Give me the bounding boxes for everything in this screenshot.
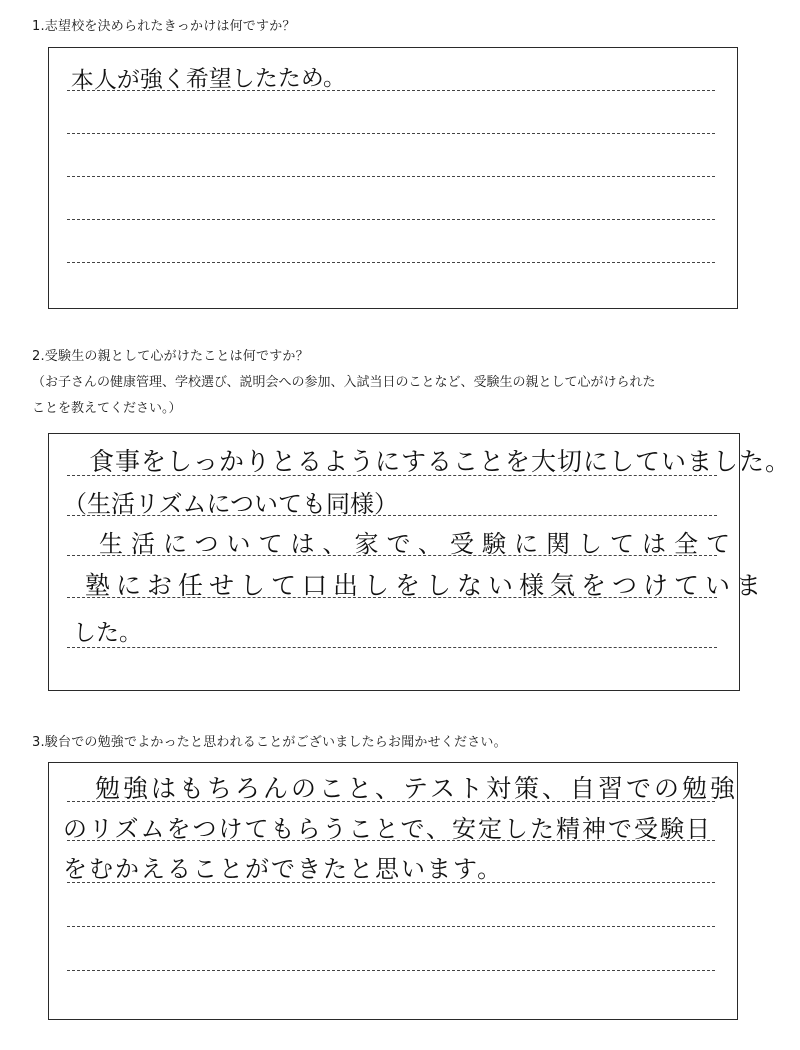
answer-2-line-3: 生活については、家で、受験に関しては全て [99, 530, 739, 558]
question-2-note-line-2: ことを教えてください。） [32, 401, 182, 416]
dashed-rule [67, 840, 715, 841]
dashed-rule [67, 176, 715, 177]
dashed-rule [67, 647, 717, 648]
dashed-rule [67, 970, 715, 971]
answer-3-line-1: 勉強はもちろんのこと、テスト対策、自習での勉強 [95, 774, 739, 803]
answer-box-3 [48, 762, 738, 1020]
answer-1-line-1: 本人が強く希望したため。 [70, 65, 347, 95]
dashed-rule [67, 515, 717, 516]
dashed-rule [67, 555, 717, 556]
answer-2-line-5: した。 [73, 620, 142, 646]
dashed-rule [67, 262, 715, 263]
dashed-rule [67, 90, 715, 91]
question-2-label: 2.受験生の親として心がけたことは何ですか？ [32, 349, 309, 364]
dashed-rule [67, 882, 715, 883]
answer-box-1 [48, 47, 738, 309]
question-1-label: 1.志望校を決められたきっかけは何ですか？ [32, 19, 296, 34]
answer-2-line-4: 塾にお任せして口出しをしない様気をつけていま [85, 571, 768, 600]
dashed-rule [67, 597, 717, 598]
answer-box-2 [48, 433, 792, 691]
question-2-note-line-1: （お子さんの健康管理、学校選び、説明会への参加、入試当日のことなど、受験生の親として心がけられた [32, 375, 656, 390]
answer-3-line-3: をむかえることができたと思います。 [63, 855, 504, 883]
dashed-rule [67, 475, 717, 476]
answer-2-line-2: （生活リズムについても同様） [63, 490, 399, 518]
answer-3-line-2: のリズムをつけてもらうことで、安定した精神で受験日 [63, 815, 713, 843]
question-3-label: 3.駿台での勉強でよかったと思われることがございましたらお聞かせください。 [32, 735, 507, 750]
answer-2-line-1: 食事をしっかりとるようにすることを大切にしていました。 [89, 447, 792, 476]
dashed-rule [67, 926, 715, 927]
dashed-rule [67, 219, 715, 220]
dashed-rule [67, 801, 715, 802]
dashed-rule [67, 133, 715, 134]
